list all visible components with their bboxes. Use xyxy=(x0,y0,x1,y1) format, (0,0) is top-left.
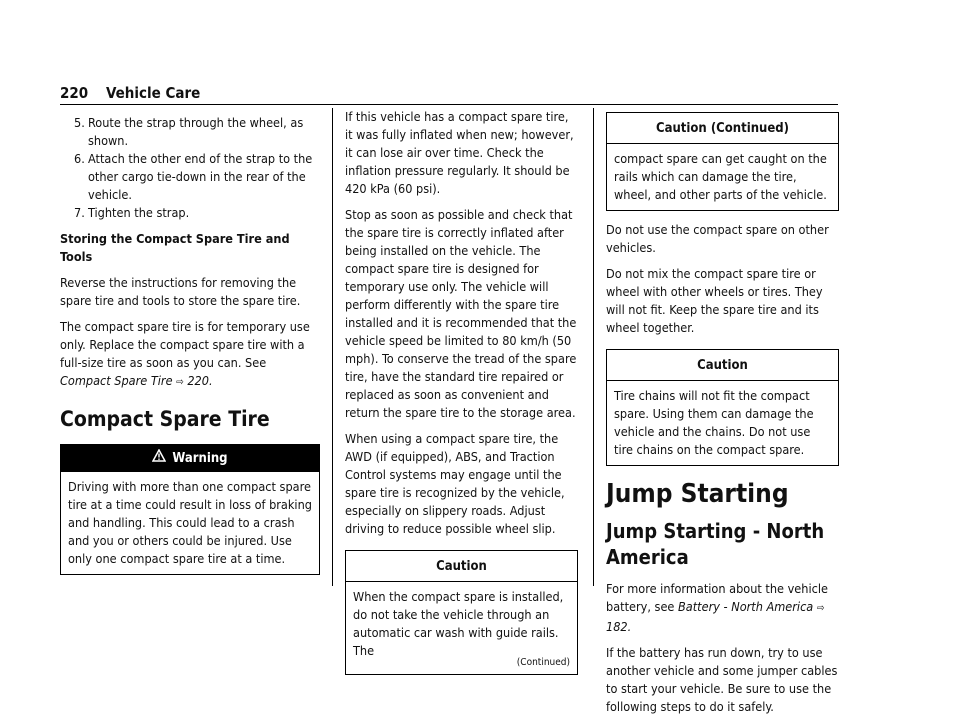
column-1 xyxy=(60,108,320,585)
paragraph: Do not use the compact spare on other vehicles. xyxy=(606,222,829,255)
continued-label: (Continued) xyxy=(516,657,570,668)
subheading: Storing the Compact Spare Tire and Tools xyxy=(60,231,290,264)
list-item: 6. Attach the other end of the strap to the other cargo tie-down in the rear of the vehicle. xyxy=(74,151,313,202)
caution-text: When the compact spare is installed, do not take the vehicle through an automatic car wash with guide rails. The xyxy=(353,589,564,658)
column-3 xyxy=(606,108,839,724)
caution-box xyxy=(606,112,839,211)
page-number: 220 xyxy=(60,84,89,102)
caution-text: Tire chains will not fit the compact spare. Using them can damage the vehicle and the chains. Do not use tire chains on the compact spare. xyxy=(614,388,814,457)
cross-reference-link[interactable]: Battery - North America ⇨ 182. xyxy=(606,599,825,634)
paragraph: For more information about the vehicle battery, see Battery - North America ⇨ 182. xyxy=(606,581,828,634)
section-title: Vehicle Care xyxy=(106,84,201,102)
page-header xyxy=(60,82,838,105)
caution-text: compact spare can get caught on the rails which can damage the tire, wheel, and other parts of the vehicle. xyxy=(614,151,827,202)
section-heading: Compact Spare Tire xyxy=(60,407,270,431)
column-divider xyxy=(593,108,594,586)
paragraph: Reverse the instructions for removing the spare tire and tools to store the spare tire. xyxy=(60,275,301,308)
section-heading: Jump Starting - North America xyxy=(606,519,825,569)
warning-text: Driving with more than one compact spare tire at a time could result in loss of braking and handling. This could lead to a crash and you or others could be injured. Use only one compact spare tire at a time. xyxy=(68,479,312,566)
paragraph: Stop as soon as possible and check that the spare tire is correctly inflated after being installed on the vehicle. The compact spare tire is designed for temporary use only. The vehicle will perform differently with the spare tire installed and it is recommended that the vehicle speed be limited to 80 km/h (50 mph). To conserve the tread of the spare tire, have the standard tire repaired or replaced as soon as convenient and return the spare tire to the storage area. xyxy=(345,207,577,420)
paragraph: When using a compact spare tire, the AWD (if equipped), ABS, and Traction Control systems may engage until the spare tire is recognized by the vehicle, especially on slippery roads. Adjust driving to reduce possible wheel slip. xyxy=(345,431,565,536)
cross-reference-link[interactable]: Compact Spare Tire ⇨ 220. xyxy=(60,373,213,388)
column-divider xyxy=(332,108,333,586)
caution-box xyxy=(345,550,578,675)
caution-header: Caution xyxy=(346,551,577,582)
caution-box xyxy=(606,349,839,466)
caution-header: Caution xyxy=(607,350,838,381)
warning-triangle-icon xyxy=(152,449,166,468)
caution-header: Caution (Continued) xyxy=(607,113,838,144)
chapter-heading: Jump Starting xyxy=(606,479,789,509)
warning-box xyxy=(60,444,320,575)
list-item: 7. Tighten the strap. xyxy=(74,205,190,220)
paragraph: If this vehicle has a compact spare tire, it was fully inflated when new; however, it can lose air over time. Check the inflation pressure regularly. It should be 420 kPa (60 psi). xyxy=(345,109,574,196)
paragraph: The compact spare tire is for temporary use only. Replace the compact spare tire with a full-size tire as soon as you can. See Compact Spare Tire ⇨ 220. xyxy=(60,319,310,388)
page-ref-icon: ⇨ xyxy=(816,603,825,614)
warning-header: Warning xyxy=(61,445,319,472)
paragraph: Do not mix the compact spare tire or wheel with other wheels or tires. They will not fit. Keep the spare tire and its wheel together. xyxy=(606,266,823,335)
list-item: 5. Route the strap through the wheel, as shown. xyxy=(74,115,304,148)
paragraph: If the battery has run down, try to use another vehicle and some jumper cables to start your vehicle. Be sure to use the following steps to do it safely. xyxy=(606,645,838,714)
page-ref-icon: ⇨ xyxy=(176,377,184,388)
column-2 xyxy=(345,108,578,685)
